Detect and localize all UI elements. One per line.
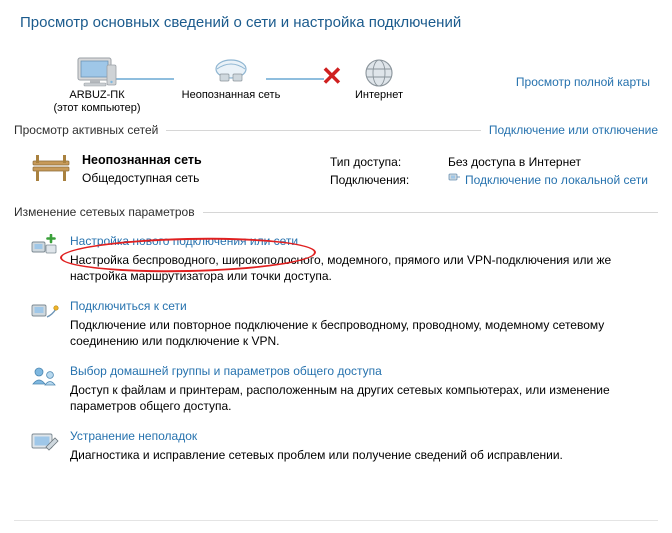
settings-item-homegroup-link[interactable]: Выбор домашней группы и параметров общего доступа [70, 364, 382, 378]
connect-disconnect-link[interactable]: Подключение или отключение [488, 123, 658, 137]
network-settings-title: Изменение сетевых параметров [14, 205, 195, 219]
settings-item-connect-to-network-desc: Подключение или повторное подключение к беспроводному, проводному, модемному сетевому соединению или подключение к VPN. [70, 318, 605, 348]
detail-access-type-value: Без доступа в Интернет [448, 155, 582, 169]
map-broken-link-icon: ✕ [321, 61, 343, 91]
map-node-internet-label: Интернет [355, 89, 403, 101]
network-map [14, 45, 658, 117]
settings-item-homegroup-desc: Доступ к файлам и принтерам, расположенным на других сетевых компьютерах, или изменение параметров общего доступа. [70, 383, 610, 413]
settings-item-troubleshoot[interactable] [14, 428, 658, 463]
header-divider [166, 130, 481, 131]
settings-item-body [70, 233, 630, 284]
active-network-row [14, 151, 658, 189]
page-title: Просмотр основных сведений о сети и настройка подключений [20, 14, 462, 31]
active-network-identity[interactable] [30, 151, 330, 189]
map-node-computer-sublabel: (этот компьютер) [53, 102, 141, 114]
settings-item-new-connection-desc: Настройка беспроводного, широкополосного, модемного, прямого или VPN-подключения или же настройка маршрутизатора или точки доступа. [70, 253, 612, 283]
map-node-computer[interactable] [32, 53, 162, 115]
homegroup-icon [30, 363, 60, 414]
public-network-icon [30, 151, 72, 189]
settings-item-body [70, 298, 630, 349]
view-full-map-link[interactable]: Просмотр полной карты [515, 75, 650, 89]
new-connection-icon [30, 233, 60, 284]
active-networks-header [14, 123, 658, 137]
detail-access-type-key: Тип доступа: [330, 155, 402, 169]
settings-item-body [70, 428, 630, 463]
detail-connections-value[interactable] [448, 171, 648, 189]
lan-connection-link[interactable]: Подключение по локальной сети [465, 173, 648, 187]
bottom-divider [14, 520, 658, 521]
network-settings-header [14, 205, 658, 219]
lan-icon [448, 171, 461, 189]
map-node-network[interactable] [166, 53, 296, 102]
header-divider [203, 212, 658, 213]
map-node-computer-label: ARBUZ-ПК [69, 89, 125, 101]
globe-icon [314, 53, 444, 89]
detail-connections [330, 171, 648, 189]
active-network-text [82, 151, 202, 189]
computer-icon [32, 53, 162, 89]
detail-access-type [330, 153, 648, 171]
active-network-name: Неопознанная сеть [82, 153, 202, 167]
map-node-network-label: Неопознанная сеть [181, 89, 281, 101]
troubleshoot-icon [30, 428, 60, 463]
network-icon [166, 53, 296, 89]
active-networks-section [14, 123, 658, 189]
map-node-internet[interactable] [314, 53, 444, 102]
settings-item-troubleshoot-desc: Диагностика и исправление сетевых проблем или получение сведений об исправлении. [70, 448, 563, 462]
active-networks-title: Просмотр активных сетей [14, 123, 159, 137]
connect-to-network-icon [30, 298, 60, 349]
settings-item-connect-to-network[interactable] [14, 298, 658, 349]
settings-item-new-connection[interactable] [14, 233, 658, 284]
settings-item-new-connection-link[interactable]: Настройка нового подключения или сети [70, 234, 299, 248]
active-network-details [330, 151, 648, 189]
settings-item-troubleshoot-link[interactable]: Устранение неполадок [70, 429, 198, 443]
settings-item-homegroup[interactable] [14, 363, 658, 414]
settings-item-body [70, 363, 630, 414]
detail-connections-key: Подключения: [330, 173, 410, 187]
settings-item-connect-to-network-link[interactable]: Подключиться к сети [70, 299, 187, 313]
network-settings-section [14, 205, 658, 463]
active-network-type: Общедоступная сеть [82, 171, 200, 185]
